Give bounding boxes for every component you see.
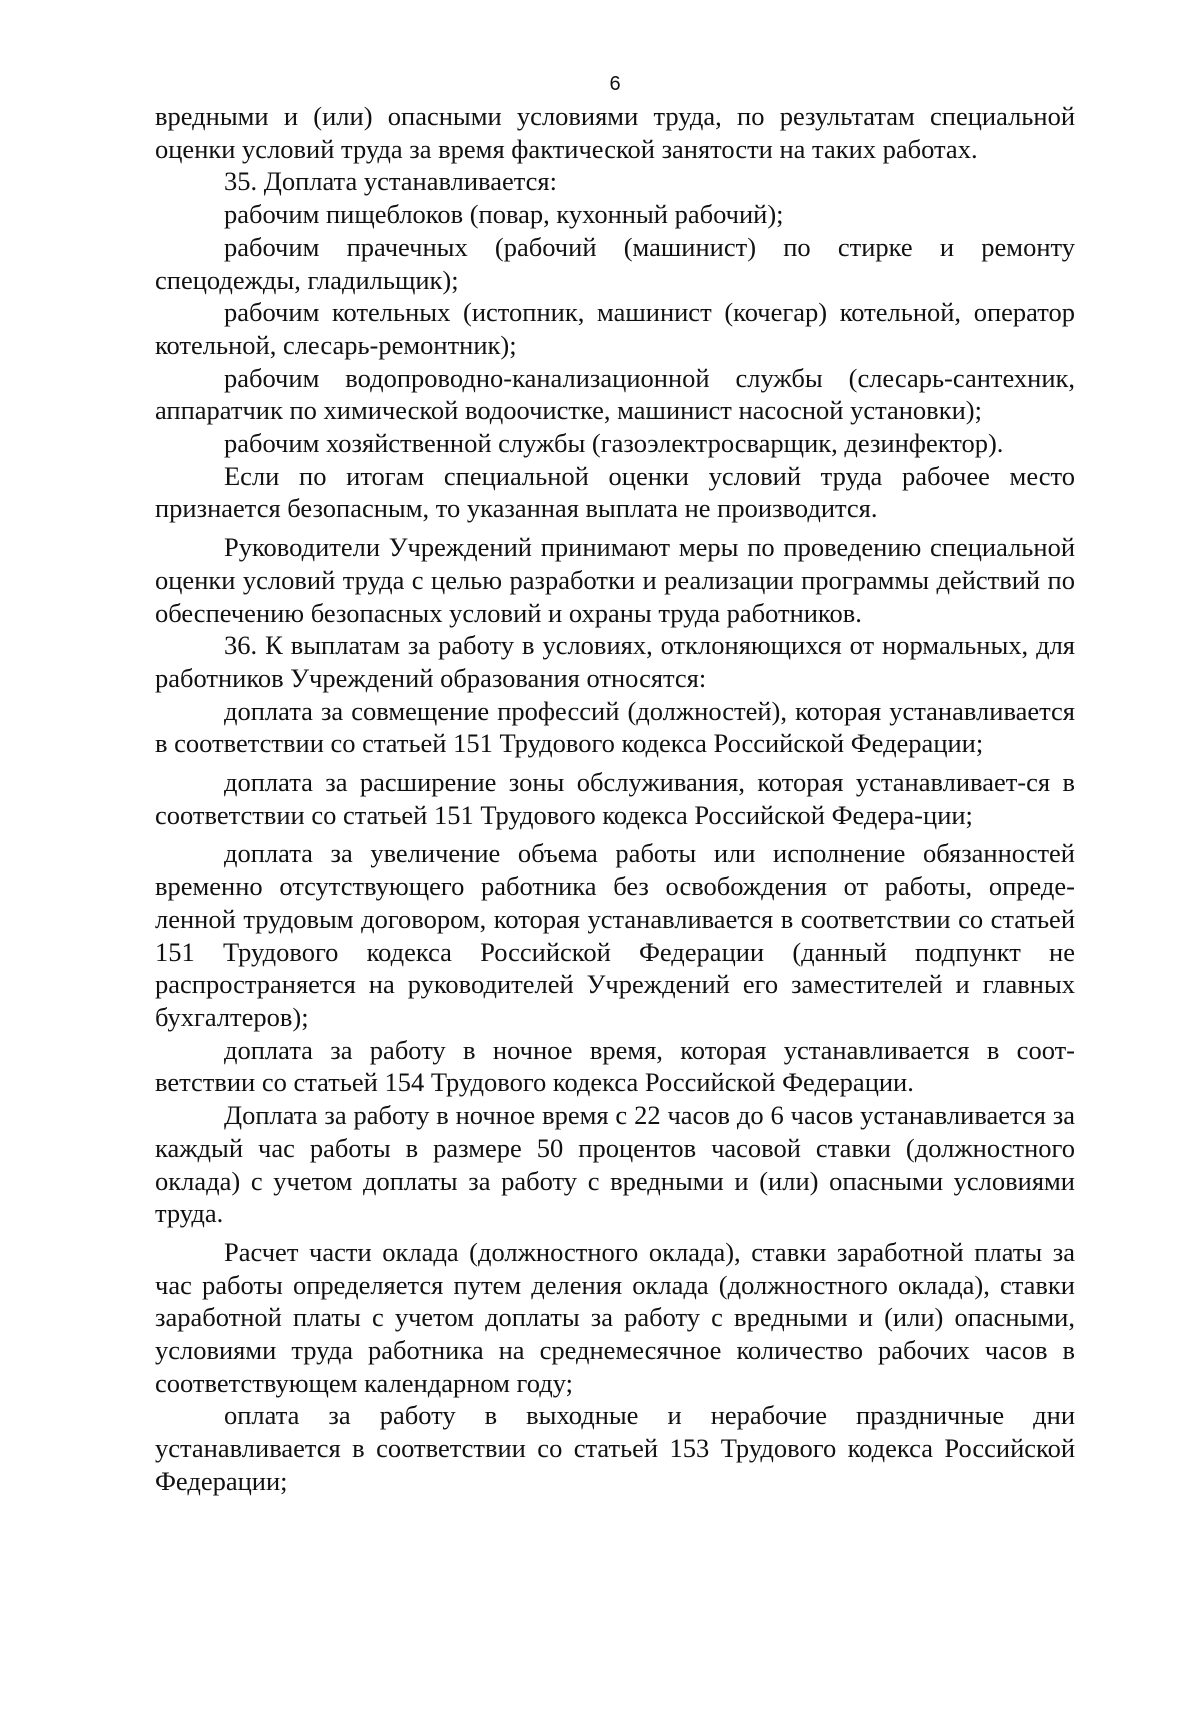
paragraph: рабочим котельных (истопник, машинист (кочегар) котельной, оператор котельной, слесарь-ремонтник); [155, 297, 1075, 360]
paragraph: доплата за расширение зоны обслуживания, которая устанавливает-ся в соответствии со статьей 151 Трудового кодекса Российской Федера-ции; [155, 767, 1075, 830]
paragraph: Расчет части оклада (должностного оклада), ставки заработной платы за час работы определяется путем деления оклада (должностного оклада), ставки заработной платы с учетом доплаты за работу с вредными и (или) опасными, условиями труда работника на среднемесячное количество рабочих часов в соответствующем календарном году; [155, 1236, 1075, 1398]
paragraph: доплата за работу в ночное время, которая устанавливается в соот-ветствии со статьей 154 Трудового кодекса Российской Федерации. [155, 1034, 1075, 1098]
paragraph: рабочим пищеблоков (повар, кухонный рабочий); [224, 199, 784, 230]
paragraph: Если по итогам специальной оценки условий труда рабочее место признается безопасным, то указанная выплата не производится. [155, 460, 1075, 524]
paragraph: доплата за совмещение профессий (должностей), которая устанавливается в соответствии со статьей 151 Трудового кодекса Российской Федерации; [155, 695, 1075, 759]
paragraph: рабочим водопроводно-канализационной службы (слесарь-сантехник, аппаратчик по химической водоочистке, машинист насосной установки); [155, 362, 1075, 426]
paragraph: 35. Доплата устанавливается: [224, 166, 557, 197]
paragraph: вредными и (или) опасными условиями труда, по результатам специальной оценки условий труда за время фактической занятости на таких работах. [155, 101, 1075, 164]
paragraph: рабочим хозяйственной службы (газоэлектросварщик, дезинфектор). [224, 428, 1004, 459]
document-page [155, 70, 1075, 1498]
paragraph: оплата за работу в выходные и нерабочие праздничные дни устанавливается в соответствии со статьей 153 Трудового кодекса Российской Федерации; [155, 1400, 1075, 1496]
document-body [155, 100, 1075, 1498]
paragraph: 36. К выплатам за работу в условиях, отклоняющихся от нормальных, для работников Учреждений образования относятся: [155, 630, 1075, 693]
paragraph: Доплата за работу в ночное время с 22 часов до 6 часов устанавливается за каждый час работы в размере 50 процентов часовой ставки (должностного оклада) с учетом доплаты за работу с вредными и (или) опасными условиями труда. [155, 1100, 1075, 1229]
paragraph: рабочим прачечных (рабочий (машинист) по стирке и ремонту спецодежды, гладильщик); [155, 231, 1075, 295]
paragraph: доплата за увеличение объема работы или исполнение обязанностей временно отсутствующего работника без освобождения от работы, опреде-ленной трудовым договором, которая устанавливается в соответствии со статьей 151 Трудового кодекса Российской Федерации (данный подпункт не распространяется на руководителей Учреждений его заместителей и главных бухгалтеров); [155, 838, 1075, 1032]
paragraph: Руководители Учреждений принимают меры по проведению специальной оценки условий труда с целью разработки и реализации программы действий по обеспечению безопасных условий и охраны труда работников. [155, 532, 1075, 628]
page-number: 6 [609, 73, 621, 95]
